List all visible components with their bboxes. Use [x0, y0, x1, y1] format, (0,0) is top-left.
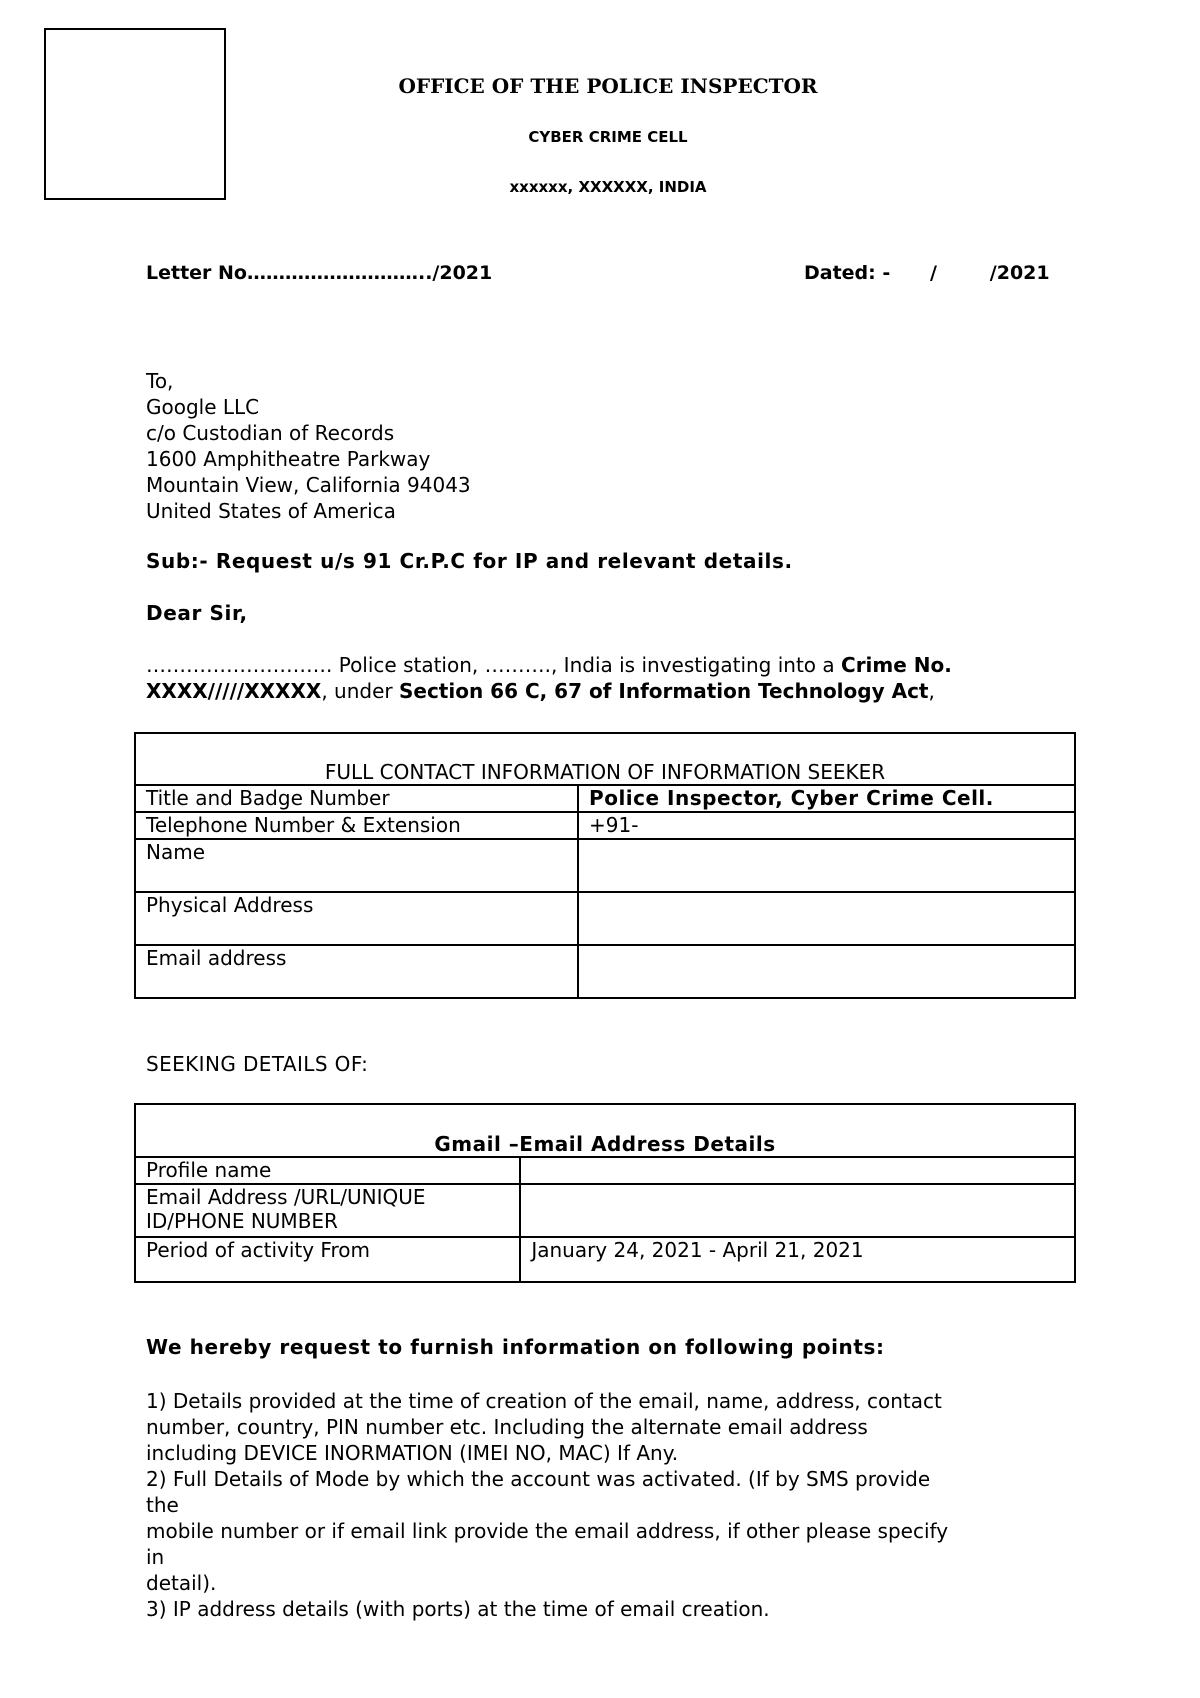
table-cell-label: Physical Address [135, 892, 578, 945]
table-cell-value: +91- [578, 812, 1075, 839]
table-cell-label: Email address [135, 945, 578, 998]
address-line: c/o Custodian of Records [146, 421, 395, 445]
contact-info-table [134, 732, 1076, 999]
point-line: the [146, 1493, 179, 1517]
point-line: in [146, 1545, 165, 1569]
letter-number: Letter No………………………../2021 [146, 262, 493, 284]
point-line: mobile number or if email link provide the email address, if other please specify [146, 1519, 949, 1543]
crime-no-label: Crime No. [841, 653, 952, 677]
recipient-address [146, 368, 471, 524]
contact-table-title: FULL CONTACT INFORMATION OF INFORMATION SEEKER [135, 733, 1075, 785]
point-line: detail). [146, 1571, 217, 1595]
table-cell-value: Police Inspector, Cyber Crime Cell. [578, 785, 1075, 812]
salutation: Dear Sir, [146, 601, 248, 625]
address-line: United States of America [146, 499, 396, 523]
table-cell-value [578, 839, 1075, 892]
letter-date: Dated: - / /2021 [804, 262, 1050, 284]
point-line: 2) Full Details of Mode by which the account was activated. (If by SMS provide [146, 1467, 931, 1491]
intro-paragraph [146, 652, 952, 704]
subject-line: Sub:- Request u/s 91 Cr.P.C for IP and relevant details. [146, 549, 793, 573]
location-heading: xxxxxx, XXXXXX, INDIA [509, 178, 707, 196]
address-line: Google LLC [146, 395, 260, 419]
address-line: To, [146, 369, 174, 393]
intro-text: , under [321, 679, 399, 703]
table-cell-label: Period of activity From [135, 1237, 520, 1282]
table-cell-label [135, 1184, 520, 1237]
table-cell-value [520, 1157, 1075, 1184]
request-points [146, 1388, 1066, 1622]
point-line: 3) IP address details (with ports) at the time of email creation. [146, 1597, 770, 1621]
table-cell-value [578, 945, 1075, 998]
table-cell-label: Name [135, 839, 578, 892]
office-heading: OFFICE OF THE POLICE INSPECTOR [398, 74, 818, 98]
intro-text: , [928, 679, 935, 703]
email-details-table [134, 1103, 1076, 1283]
table-cell-value [520, 1184, 1075, 1237]
crime-number: XXXX/////XXXXX [146, 679, 322, 703]
cell-heading: CYBER CRIME CELL [528, 128, 688, 146]
address-line: Mountain View, California 94043 [146, 473, 471, 497]
table-cell-value [578, 892, 1075, 945]
act-section: Section 66 C, 67 of Information Technology Act [398, 679, 929, 703]
address-line: 1600 Amphitheatre Parkway [146, 447, 431, 471]
label-line: ID/PHONE NUMBER [146, 1209, 338, 1233]
table-cell-label: Profile name [135, 1157, 520, 1184]
photo-placeholder-box [44, 28, 226, 200]
point-line: including DEVICE INORMATION (IMEI NO, MAC) If Any. [146, 1441, 679, 1465]
label-line: Email Address /URL/UNIQUE [146, 1185, 426, 1209]
table-cell-label: Telephone Number & Extension [135, 812, 578, 839]
request-heading: We hereby request to furnish information on following points: [146, 1335, 885, 1359]
seeking-details-label: SEEKING DETAILS OF: [146, 1052, 369, 1076]
details-table-title: Gmail –Email Address Details [135, 1104, 1075, 1157]
point-line: number, country, PIN number etc. Including the alternate email address [146, 1415, 868, 1439]
table-cell-value: January 24, 2021 - April 21, 2021 [520, 1237, 1075, 1282]
intro-line-1 [146, 652, 952, 678]
intro-line-2 [146, 678, 952, 704]
table-cell-label: Title and Badge Number [135, 785, 578, 812]
intro-text: ………………………. Police station, ………., India is investigating into a [146, 653, 842, 677]
point-line: 1) Details provided at the time of creation of the email, name, address, contact [146, 1389, 942, 1413]
